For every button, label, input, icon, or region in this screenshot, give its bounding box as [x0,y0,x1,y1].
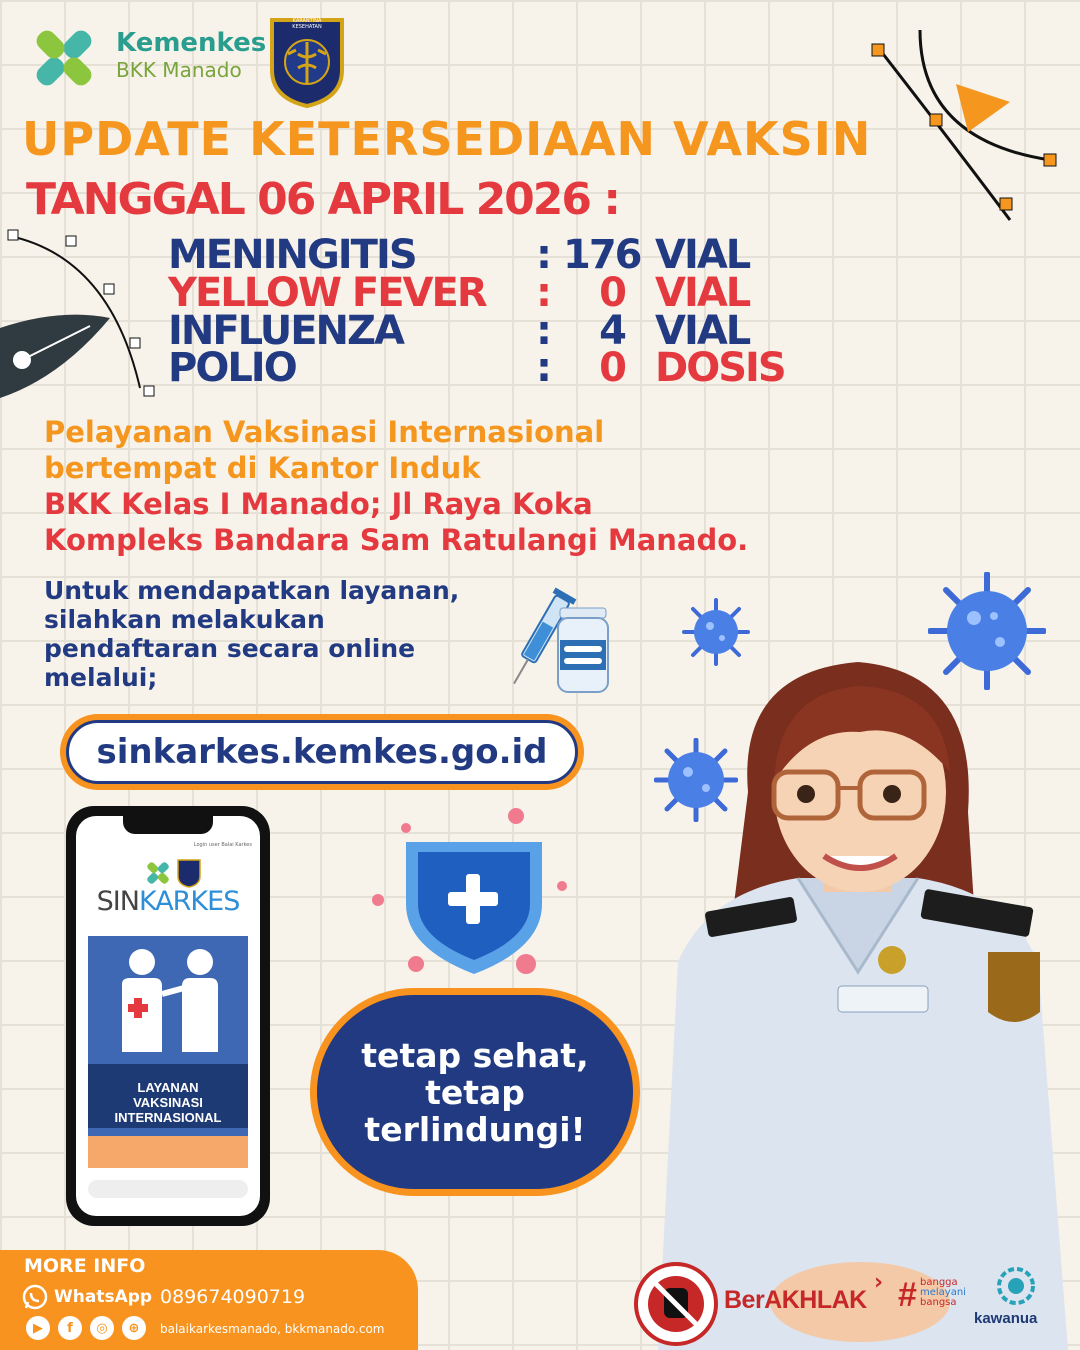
phone-notch [123,816,213,834]
phone-screen [76,816,260,1216]
bangga-melayani-logo: # bangga melayani bangsa [898,1276,966,1314]
footer-title: MORE INFO [24,1255,146,1277]
slogan-line: tetap [425,1072,525,1112]
youtube-icon[interactable]: ▶ [26,1316,50,1340]
vaccine-colon: : [536,345,550,391]
vaccine-colon: : [536,232,550,278]
vaccine-qty: 176 [563,232,641,278]
bangga-line: bangsa [920,1297,957,1308]
service-line: INTERNASIONAL [114,1110,222,1125]
location-info [44,414,748,558]
location-line: Pelayanan Vaksinasi Internasional [44,415,605,449]
social-handles[interactable]: balaikarkesmanado, bkkmanado.com [160,1322,385,1336]
service-card[interactable] [88,936,248,1168]
kemenkes-mark-icon [24,18,104,98]
kawanua-mark-icon [996,1266,1036,1306]
vaccine-unit: VIAL [655,232,750,278]
vaccine-name: POLIO [168,345,296,391]
instagram-icon[interactable]: ◎ [90,1316,114,1340]
slogan-text [317,995,633,1189]
vaccine-unit: DOSIS [655,345,785,391]
app-name-part2: KARKES [138,886,240,917]
globe-icon[interactable]: ⊕ [122,1316,146,1340]
kemenkes-name: Kemenkes [116,28,267,58]
registration-info [44,576,459,692]
bangga-line: melayani [920,1287,966,1298]
whatsapp-label: WhatsApp [54,1287,153,1307]
whatsapp-link[interactable] [22,1284,152,1310]
phone-mockup [66,806,270,1226]
location-line: BKK Kelas I Manado; Jl Raya Koka [44,487,593,521]
pen-tool-decoration-icon [860,20,1080,230]
browser-bar[interactable] [88,1180,248,1198]
health-officer-illustration [628,642,1080,1350]
vaccine-name: MENINGITIS [168,232,416,278]
mini-logos-icon [144,858,202,888]
vaccine-unit: VIAL [655,308,750,354]
service-title [88,1080,248,1125]
vaccine-qty: 4 [599,308,625,354]
registration-url[interactable]: sinkarkes.kemkes.go.id [66,720,578,784]
vaccine-name: INFLUENZA [168,308,403,354]
login-link[interactable]: Login user Balai Karkes [193,842,252,848]
stop-pungli-seal-icon [634,1262,718,1346]
chevron-right-icon: › [874,1270,884,1295]
pen-nib-decoration-icon [0,228,170,418]
whatsapp-icon [22,1284,48,1310]
berakhlak-logo: BerAKHLAK [724,1286,867,1314]
headline-title: UPDATE KETERSEDIAAN VAKSIN [22,112,872,166]
vaccine-unit: VIAL [655,270,750,316]
slogan-line: tetap sehat, [361,1035,589,1075]
service-line: VAKSINASI [133,1095,203,1110]
registration-line: pendaftaran secara online [44,634,416,663]
registration-line: Untuk mendapatkan layanan, [44,576,460,605]
app-name [76,886,260,917]
slogan-line: terlindungi! [364,1109,586,1149]
bangga-line: bangga [920,1277,958,1288]
seal-text: KARANTINA KESEHATAN [292,18,322,30]
vaccine-name: YELLOW FEVER [168,270,486,316]
registration-line: melalui; [44,663,158,692]
kawanua-logo-text: kawanua [974,1310,1038,1327]
vaccine-qty: 0 [599,270,625,316]
vaccine-colon: : [536,308,550,354]
vaccine-colon: : [536,270,550,316]
service-line: LAYANAN [137,1080,199,1095]
app-name-part1: SIN [96,886,139,917]
kemenkes-logo [24,18,104,98]
social-icons [26,1316,146,1340]
location-line: bertempat di Kantor Induk [44,451,481,485]
registration-line: silahkan melakukan [44,605,325,634]
registration-url-button[interactable] [60,714,584,790]
vaccine-qty: 0 [599,345,625,391]
whatsapp-number[interactable]: 089674090719 [160,1286,306,1308]
location-line: Kompleks Bandara Sam Ratulangi Manado. [44,523,749,557]
card-footer [88,1136,248,1168]
facebook-icon[interactable]: f [58,1316,82,1340]
headline-date: TANGGAL 06 APRIL 2026 : [26,174,619,225]
shield-plus-icon [366,808,586,988]
syringe-vial-icon [508,582,614,698]
bkk-unit-name: BKK Manado [116,58,242,82]
vaccination-pictogram-icon [106,944,230,1054]
slogan-bubble [310,988,640,1196]
